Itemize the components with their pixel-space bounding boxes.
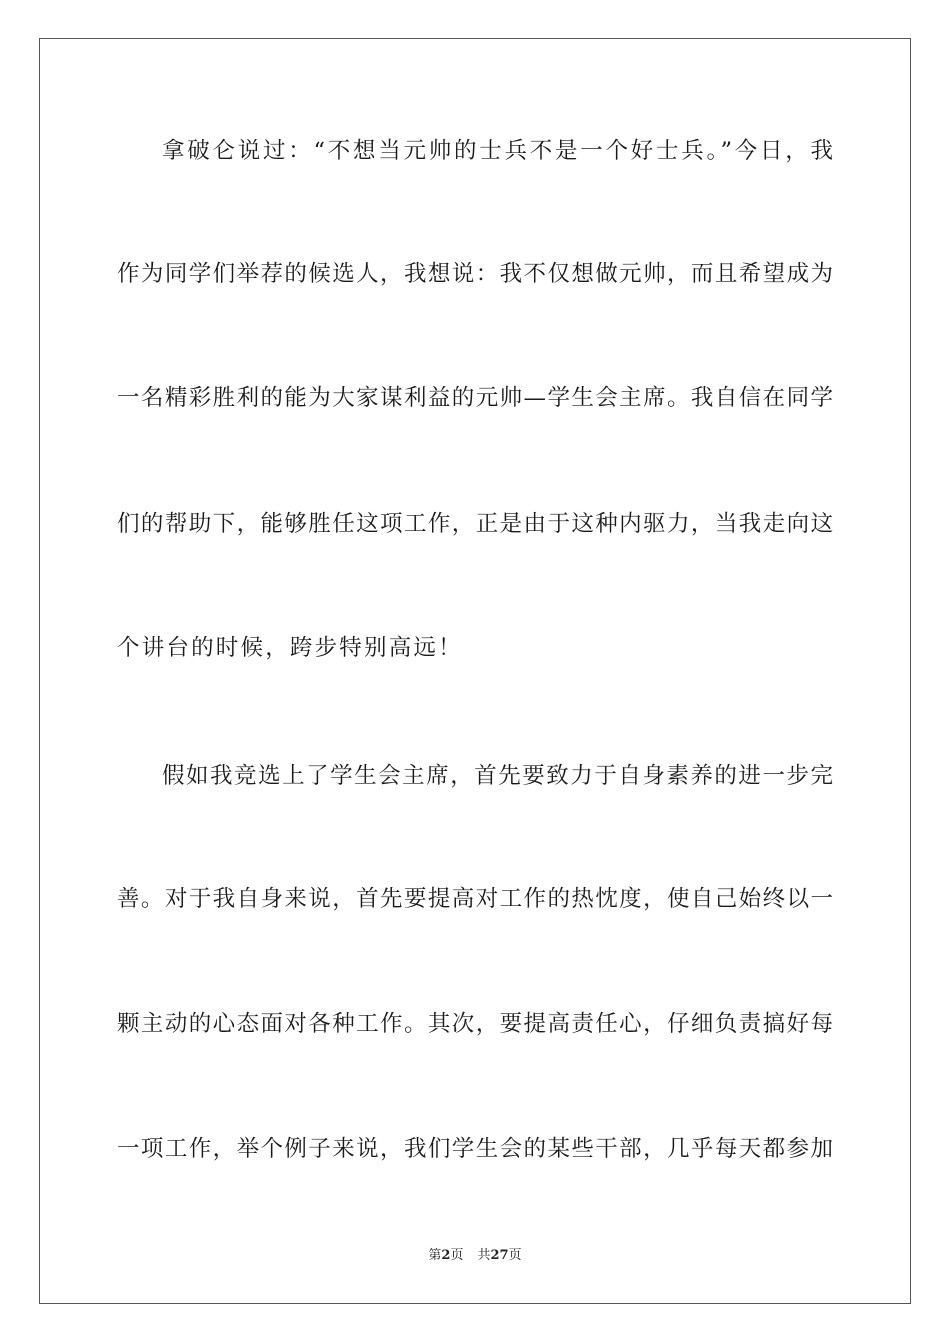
footer-total-prefix: 共 xyxy=(477,1248,491,1263)
text-line-5: 个讲台的时候，跨步特别高远！ xyxy=(117,635,463,661)
text-line-3: 一名精彩胜利的能为大家谋利益的元帅—学生会主席。我自信在同学 xyxy=(117,385,833,411)
text-line-9: 一项工作，举个例子来说，我们学生会的某些干部，几乎每天都参加 xyxy=(117,1136,833,1162)
footer-page-prefix: 第 xyxy=(428,1248,442,1263)
footer-total-suffix: 页 xyxy=(508,1248,522,1263)
footer-page-suffix: 页 xyxy=(450,1248,464,1263)
text-line-6: 假如我竞选上了学生会主席，首先要致力于自身素养的进一步完 xyxy=(162,763,833,789)
footer-total-number: 27 xyxy=(490,1248,509,1263)
footer-page-number: 2 xyxy=(441,1248,451,1263)
page-border xyxy=(39,38,911,1304)
text-line-7: 善。对于我自身来说，首先要提高对工作的热忱度，使自己始终以一 xyxy=(117,886,833,912)
text-line-1: 拿破仑说过：“不想当元帅的士兵不是一个好士兵。”今日，我 xyxy=(162,138,833,164)
text-line-4: 们的帮助下，能够胜任这项工作，正是由于这种内驱力，当我走向这 xyxy=(117,511,833,537)
text-line-8: 颗主动的心态面对各种工作。其次，要提高责任心，仔细负责搞好每 xyxy=(117,1011,833,1037)
page-footer xyxy=(0,1246,950,1266)
text-line-2: 作为同学们举荐的候选人，我想说：我不仅想做元帅，而且希望成为 xyxy=(117,261,833,287)
